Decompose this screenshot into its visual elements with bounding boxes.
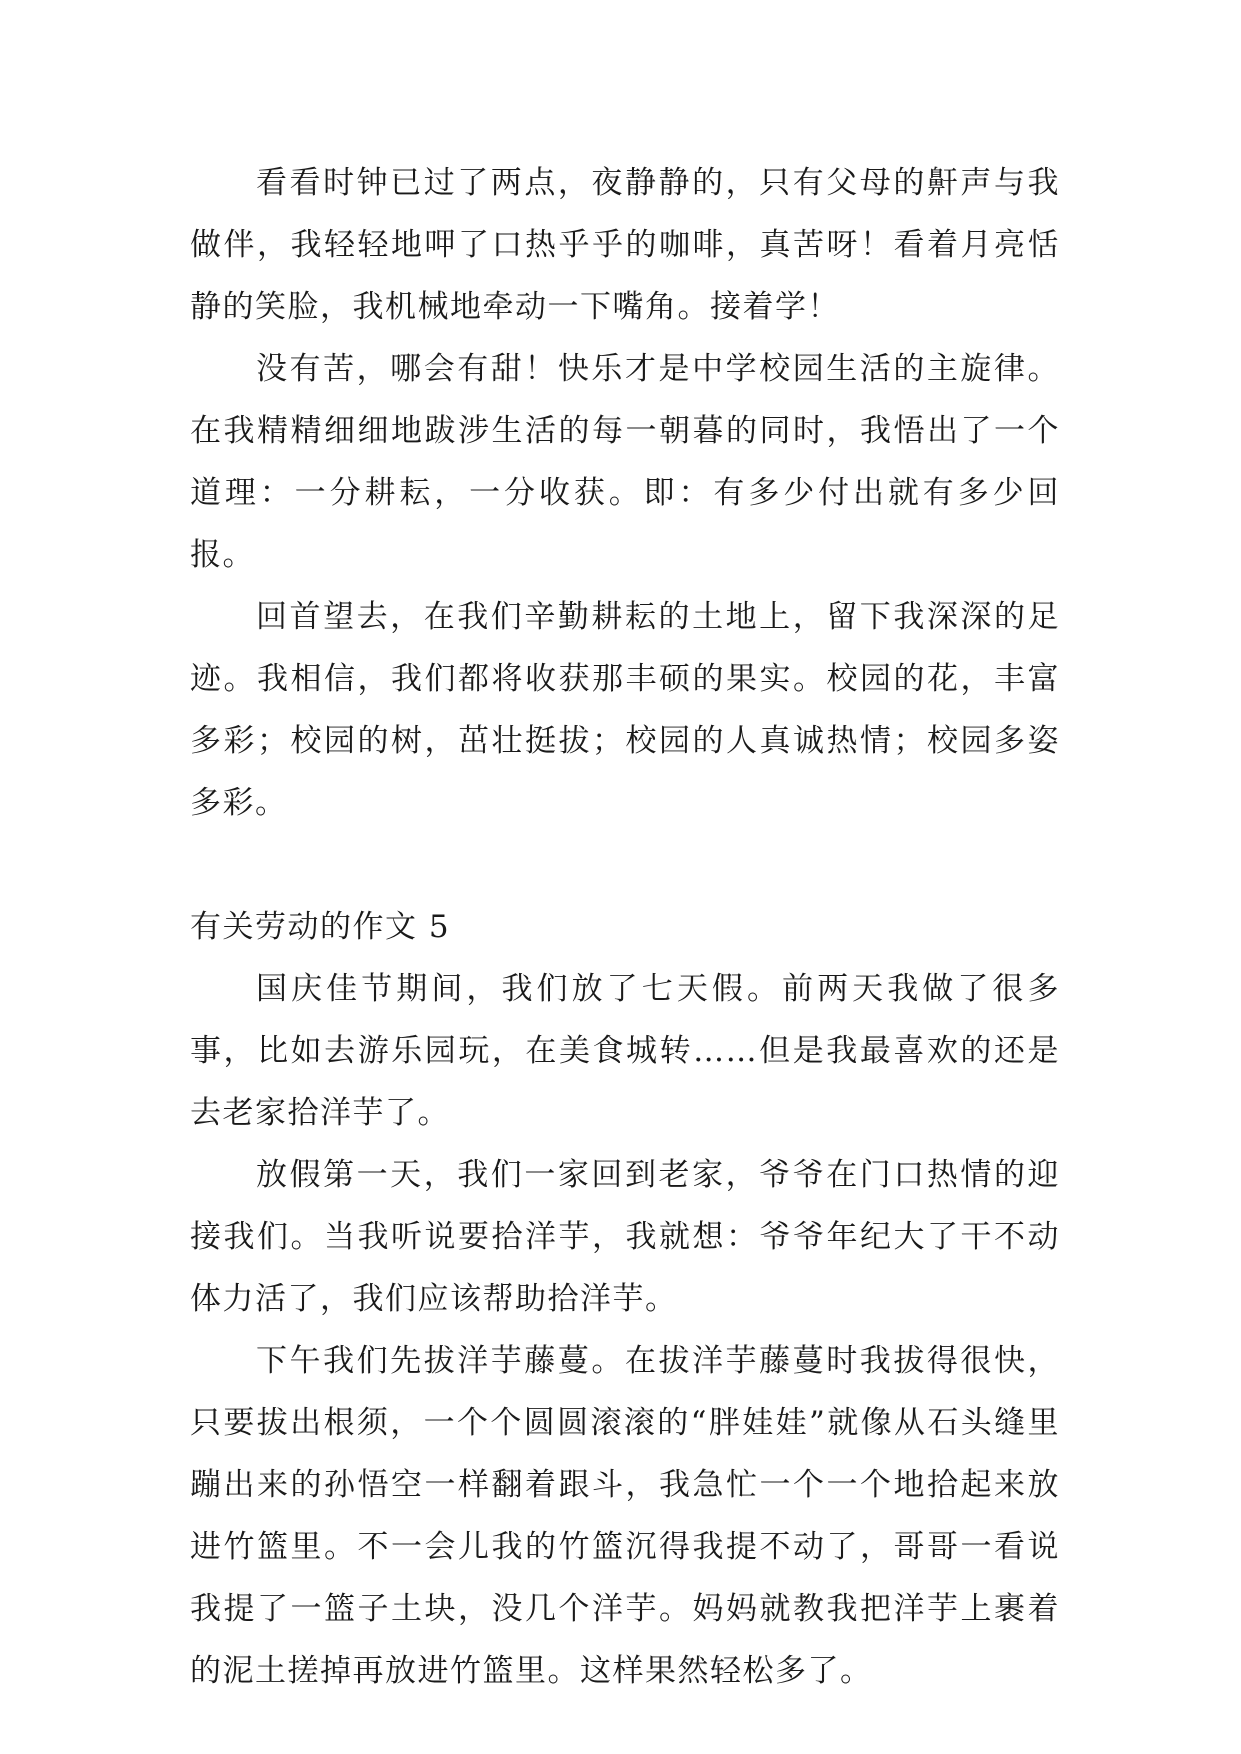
section-title: 有关劳动的作文 5 <box>190 909 451 945</box>
paragraph: 看看时钟已过了两点，夜静静的，只有父母的鼾声与我做伴，我轻轻地呷了口热乎乎的咖啡，真苦呀！看着月亮恬静的笑脸，我机械地牵动一下嘴角。接着学！ <box>190 165 1060 325</box>
paragraph: 回首望去，在我们辛勤耕耘的土地上，留下我深深的足迹。我相信，我们都将收获那丰硕的果实。校园的花，丰富多彩；校园的树，茁壮挺拔；校园的人真诚热情；校园多姿多彩。 <box>190 599 1060 821</box>
paragraph: 国庆佳节期间，我们放了七天假。前两天我做了很多事，比如去游乐园玩，在美食城转……但是我最喜欢的还是去老家拾洋芋了。 <box>190 971 1060 1131</box>
paragraph: 没有苦，哪会有甜！快乐才是中学校园生活的主旋律。在我精精细细地跋涉生活的每一朝暮的同时，我悟出了一个道理：一分耕耘，一分收获。即：有多少付出就有多少回报。 <box>190 351 1060 573</box>
paragraph: 放假第一天，我们一家回到老家，爷爷在门口热情的迎接我们。当我听说要拾洋芋，我就想：爷爷年纪大了干不动体力活了，我们应该帮助拾洋芋。 <box>190 1157 1060 1317</box>
paragraph: 下午我们先拔洋芋藤蔓。在拔洋芋藤蔓时我拔得很快，只要拔出根须，一个个圆圆滚滚的“胖娃娃”就像从石头缝里蹦出来的孙悟空一样翻着跟斗，我急忙一个一个地拾起来放进竹篮里。不一会儿我的竹篮沉得我提不动了，哥哥一看说我提了一篮子土块，没几个洋芋。妈妈就教我把洋芋上裹着的泥土搓掉再放进竹篮里。这样果然轻松多了。 <box>190 1343 1060 1689</box>
document-page <box>190 152 1060 1702</box>
